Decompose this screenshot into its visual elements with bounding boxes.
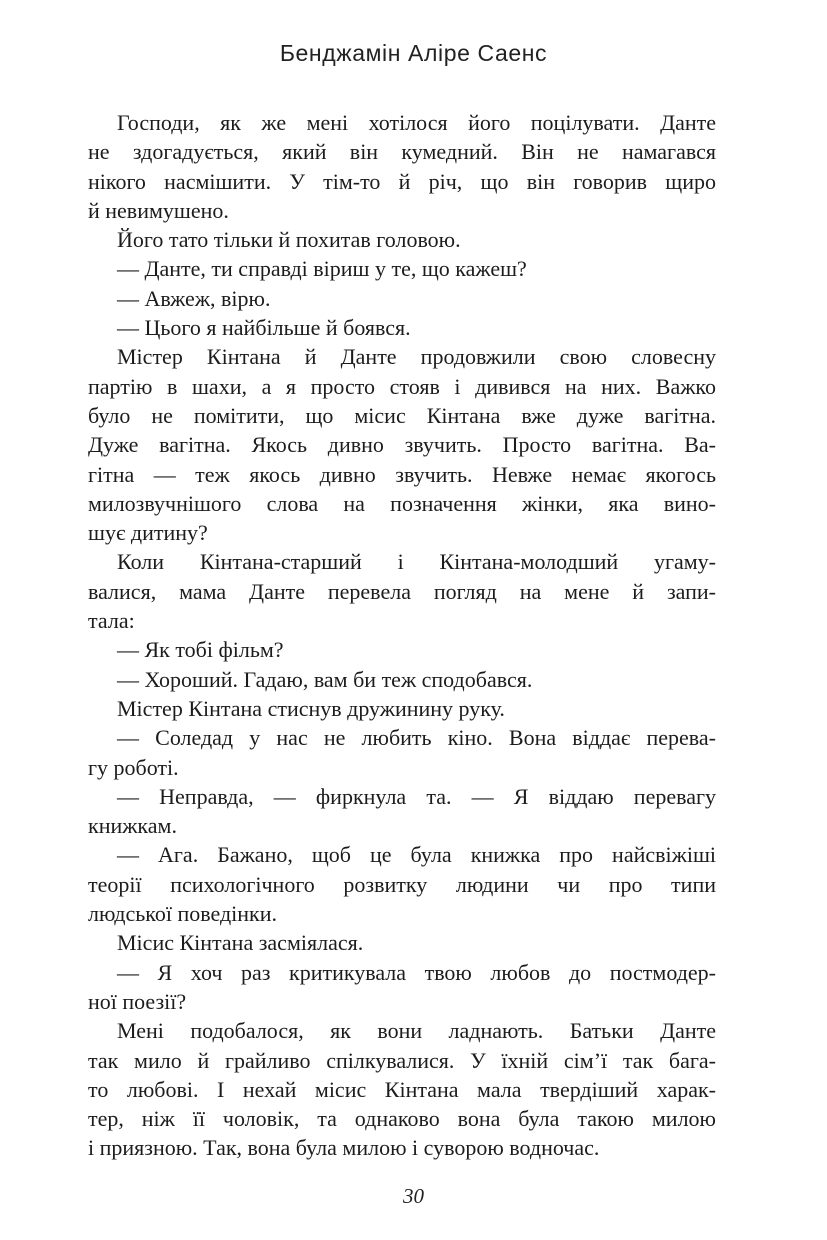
paragraph — [88, 547, 716, 635]
text-line: гу роботі. — [88, 754, 179, 780]
text-line: — Соледад у нас не любить кіно. Вона віддає перева- — [117, 725, 716, 751]
text-line: Містер Кінтана й Данте продовжили свою словесну — [117, 344, 716, 370]
paragraph — [88, 108, 716, 225]
text-line: — Ага. Бажано, щоб це була книжка про найсвіжіші — [117, 842, 716, 868]
page-number: 30 — [403, 1184, 424, 1208]
paragraph — [88, 928, 716, 957]
paragraph — [88, 840, 716, 928]
text-line: Містер Кінтана стиснув дружинину руку. — [117, 695, 505, 721]
text-line: нікого насмішити. У тім-то й річ, що він говорив щиро — [88, 168, 716, 194]
text-line: Місис Кінтана засміялася. — [117, 930, 364, 956]
text-block — [88, 108, 716, 1163]
text-line: то любові. І нехай місис Кінтана мала твердіший харак- — [88, 1076, 716, 1102]
text-line: — Данте, ти справді віриш у те, що кажеш? — [117, 256, 527, 282]
text-line: так мило й грайливо спілкувалися. У їхній сім’ї так бага- — [88, 1047, 716, 1073]
text-line: і приязною. Так, вона була милою і суворою водночас. — [88, 1135, 600, 1161]
text-line: валися, мама Данте перевела погляд на мене й запи- — [88, 578, 716, 604]
text-line: Господи, як же мені хотілося його поцілувати. Данте — [117, 110, 716, 135]
text-line: — Неправда, — фиркнула та. — Я віддаю перевагу — [117, 783, 716, 809]
text-line: Мені подобалося, як вони ладнають. Батьки Данте — [117, 1018, 716, 1044]
paragraph — [88, 1016, 716, 1162]
text-line: й невимушено. — [88, 197, 229, 223]
text-line: Його тато тільки й похитав головою. — [117, 227, 461, 253]
text-line: милозвучнішого слова на позначення жінки, яка вино- — [88, 490, 716, 516]
text-line: — Хороший. Гадаю, вам би теж сподобався. — [117, 666, 533, 692]
text-line: — Як тобі фільм? — [117, 637, 284, 663]
paragraph — [88, 958, 716, 1017]
text-line: людської поведінки. — [88, 901, 278, 927]
paragraph — [88, 342, 716, 547]
text-line: тер, ніж її чоловік, та однаково вона була такою милою — [88, 1106, 716, 1132]
text-line: — Авжеж, вірю. — [117, 285, 271, 311]
text-line: партію в шахи, а я просто стояв і дивився на них. Важко — [88, 373, 716, 399]
text-line: ної поезії? — [88, 988, 187, 1014]
text-line: Дуже вагітна. Якось дивно звучить. Просто вагітна. Ва- — [88, 432, 716, 458]
paragraph — [88, 284, 716, 313]
text-line: — Цього я найбільше й боявся. — [117, 315, 411, 341]
text-line: було не помітити, що місис Кінтана вже дуже вагітна. — [88, 402, 716, 428]
paragraph — [88, 665, 716, 694]
text-line: Коли Кінтана-старший і Кінтана-молодший угаму- — [117, 549, 716, 575]
text-line: шує дитину? — [88, 520, 208, 546]
text-line: теорії психологічного розвитку людини чи про типи — [88, 871, 716, 897]
paragraph — [88, 313, 716, 342]
paragraph — [88, 254, 716, 283]
paragraph — [88, 635, 716, 664]
text-line: — Я хоч раз критикувала твою любов до постмодер- — [117, 959, 716, 985]
paragraph — [88, 782, 716, 841]
text-line: тала: — [88, 608, 135, 634]
text-line: не здогадується, який він кумедний. Він не намагався — [88, 139, 716, 165]
running-header-author: Бенджамін Аліре Саенс — [279, 40, 548, 66]
paragraph — [88, 694, 716, 723]
paragraph — [88, 225, 716, 254]
text-line: книжкам. — [88, 813, 177, 839]
text-line: гітна — теж якось дивно звучить. Невже немає якогось — [88, 461, 716, 487]
paragraph — [88, 723, 716, 782]
